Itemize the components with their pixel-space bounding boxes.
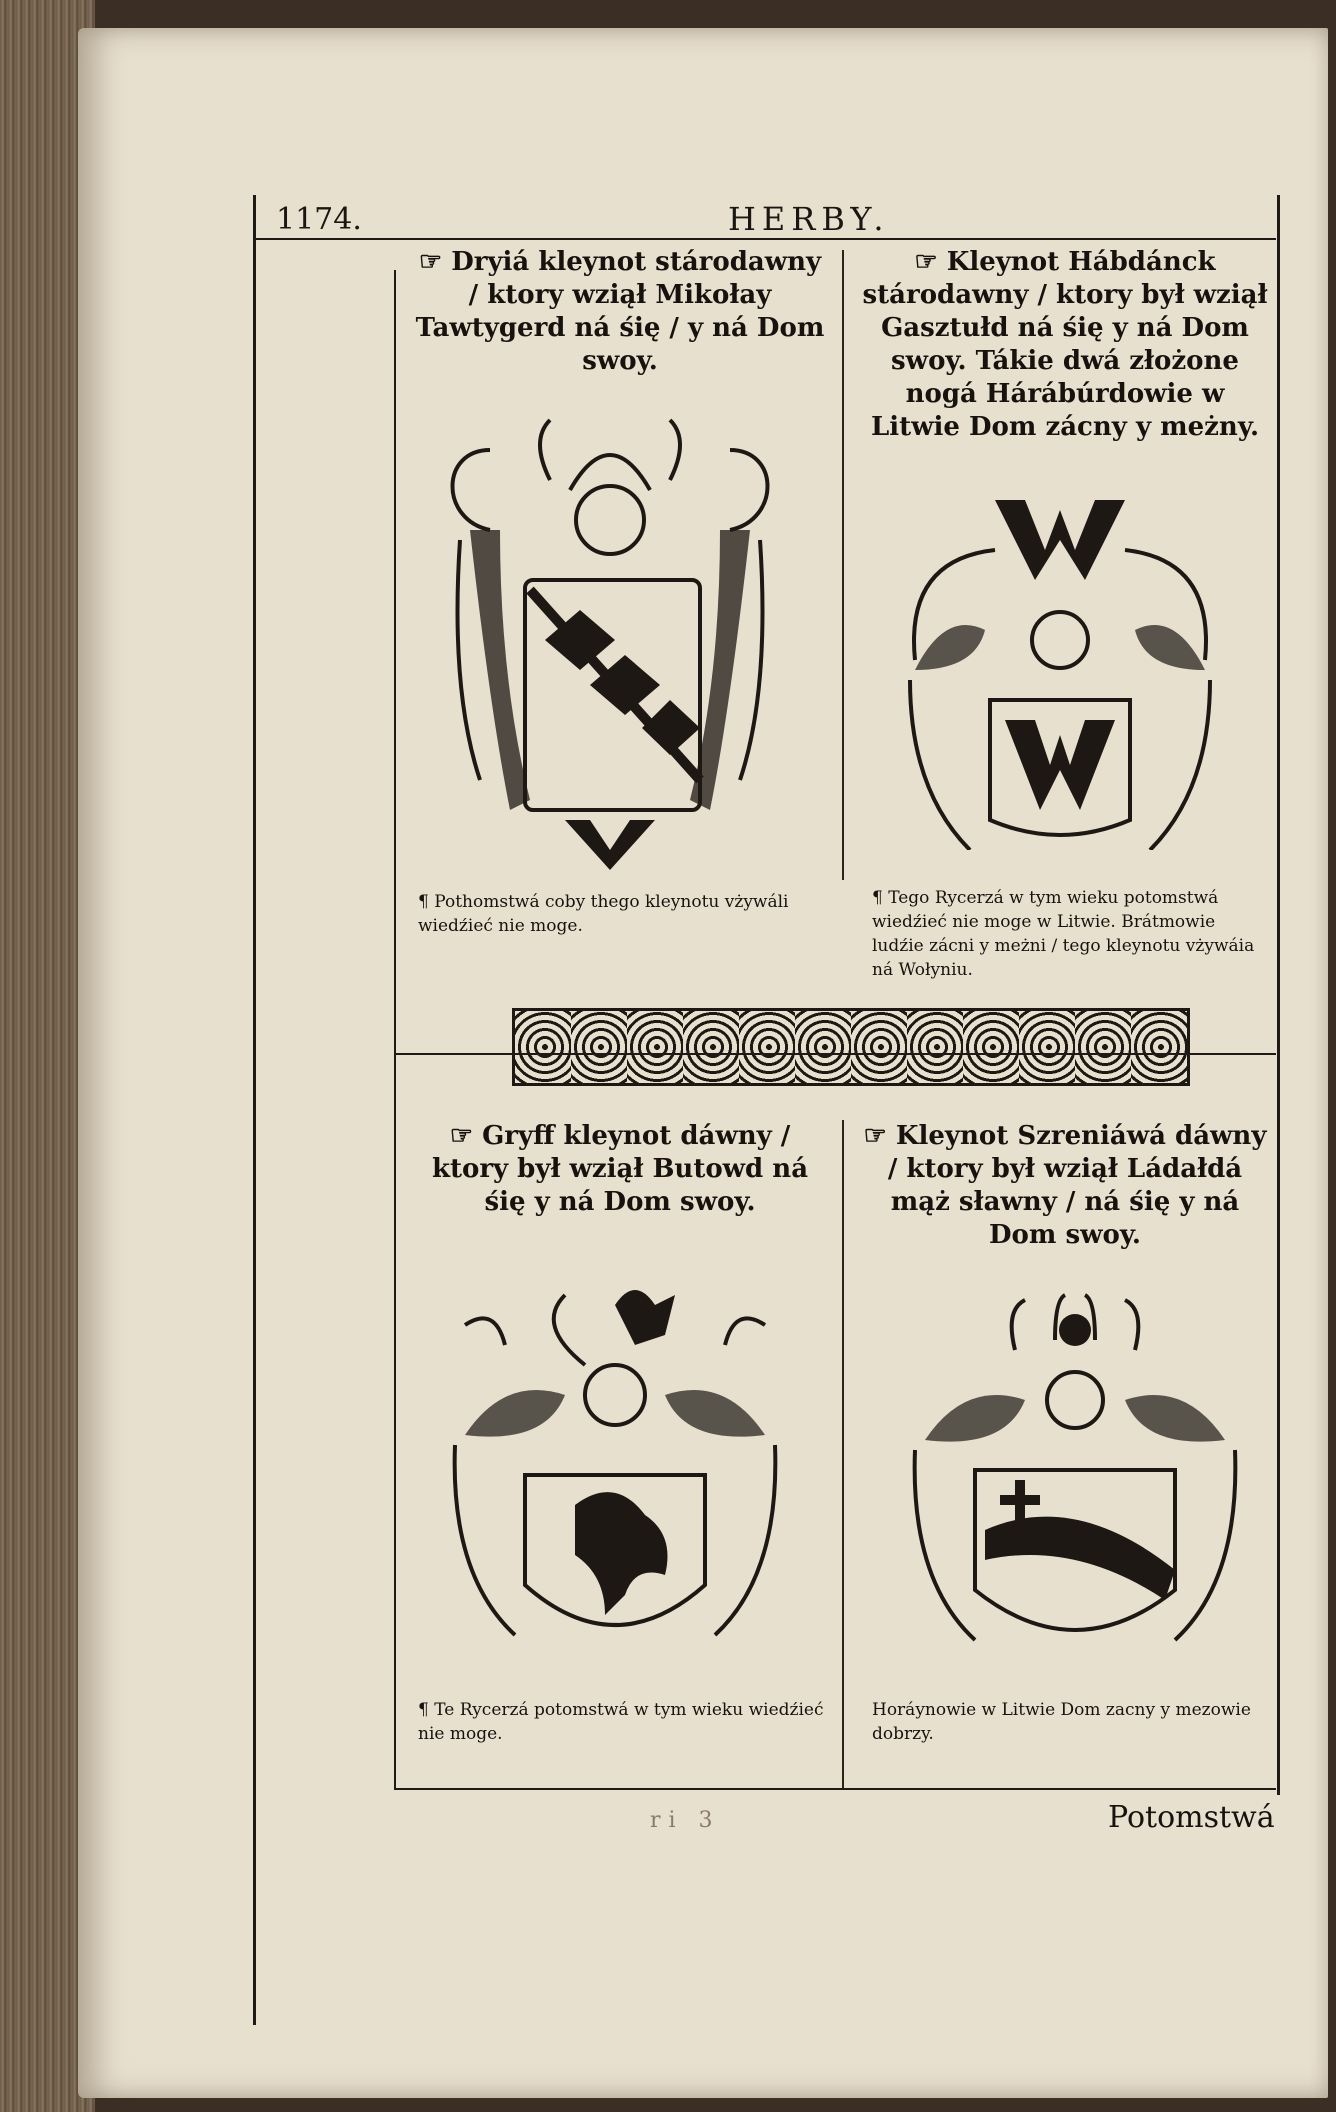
panel-heading: ☞ Gryff kleynot dáwny / ktory był wziął Butowd ná śię y ná Dom swoy. <box>431 1121 809 1217</box>
frame-line-inner-left <box>394 270 396 1790</box>
running-head <box>268 200 1268 240</box>
bend-with-lozenges-icon <box>430 410 790 880</box>
panel-heading: ☞ Dryiá kleynot stárodawny / ktory wziął Mikołay Tawtygerd ná śię / y ná Dom swoy. <box>415 247 825 376</box>
section-rule <box>396 1053 1276 1055</box>
panel-heading: ☞ Kleynot Szreniáwá dáwny / ktory był wziął Ládałdá mąż sławny / ná śię y ná Dom swoy. <box>863 1121 1267 1250</box>
folio-number: 1174. <box>276 202 362 237</box>
frame-line-outer-left <box>253 195 256 2025</box>
panel-gryff <box>410 1120 830 1219</box>
panel-szreniawa <box>860 1120 1270 1252</box>
panel-heading: ☞ Kleynot Hábdánck stárodawny / ktory był wziął Gasztułd ná śię y ná Dom swoy. Tákie dwá złożone nogá Hárábúrdowie w Litwie Dom zácny y meżny. <box>862 247 1268 442</box>
manuscript-note: ri 3 <box>650 1808 721 1833</box>
panel-caption: ¶ Te Rycerzá potomstwá w tym wieku wiedźieć nie moge. <box>418 1700 824 1744</box>
panel-habdanck <box>860 246 1270 444</box>
column-divider-bottom <box>842 1120 844 1790</box>
double-chevron-w-icon <box>895 490 1225 850</box>
panel-dryia <box>410 246 830 378</box>
column-divider-top <box>842 250 844 880</box>
running-title: HERBY. <box>728 200 890 238</box>
panel-caption: ¶ Pothomstwá coby thego kleynotu vżywáli wiedźieć nie moge. <box>418 892 789 936</box>
panel-caption: ¶ Tego Rycerzá w tym wieku potomstwá wiedźieć nie moge w Litwie. Brátmowie ludźie zácni y meżni / tego kleynotu vżywáia ná Wołyniu. <box>872 888 1255 980</box>
frame-line-right <box>1277 195 1280 1795</box>
ornament-band <box>512 1008 1190 1086</box>
footer-rule <box>396 1788 1276 1790</box>
catchword: Potomstwá <box>1108 1800 1275 1835</box>
panel-caption: Horáynowie w Litwie Dom zacny y mezowie dobrzy. <box>872 1700 1251 1744</box>
bend-with-cross-icon <box>905 1290 1245 1690</box>
griffin-icon <box>445 1285 785 1685</box>
